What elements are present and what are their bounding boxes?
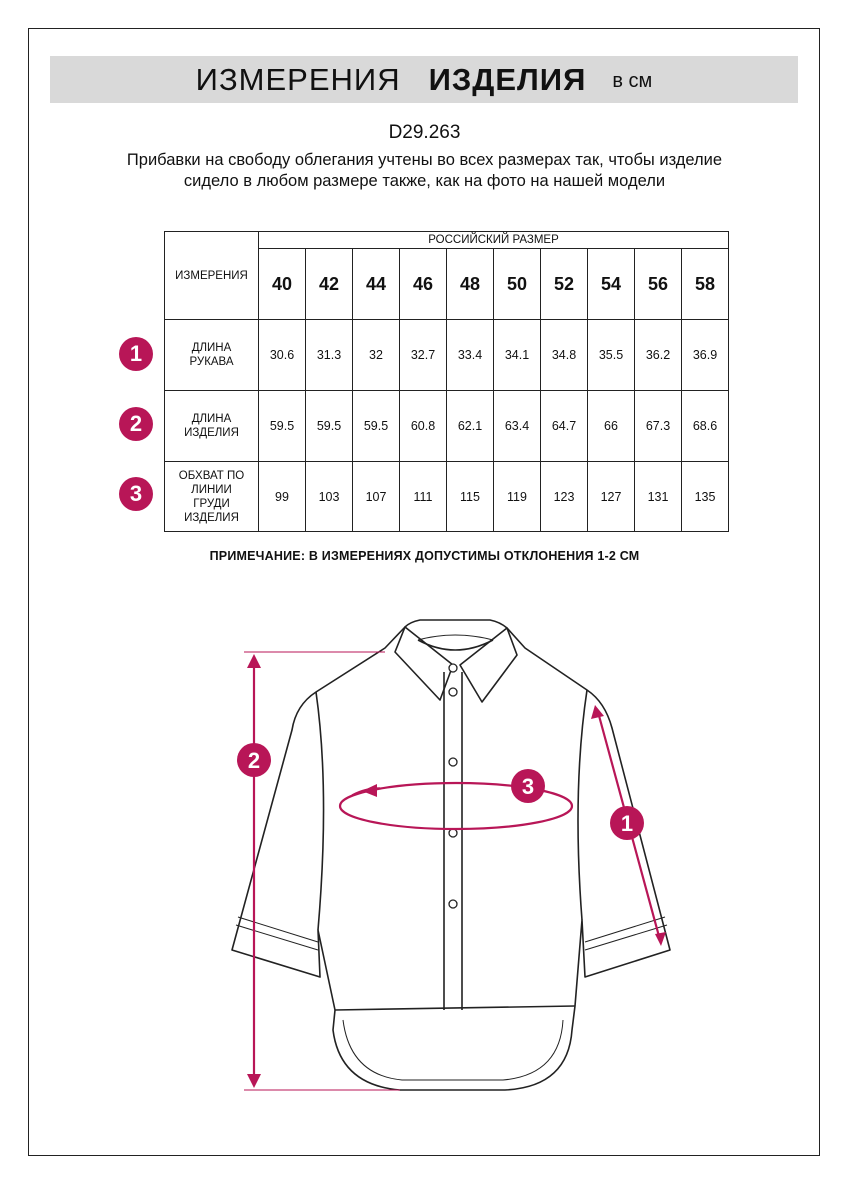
button-icon — [449, 829, 457, 837]
table-cell: 111 — [400, 462, 447, 532]
size-group-header: РОССИЙСКИЙ РАЗМЕР — [259, 232, 729, 249]
size-header: 42 — [306, 249, 353, 320]
row-label-line: ГРУДИ — [193, 497, 230, 510]
measurement-lines — [244, 652, 666, 1090]
diagram-marker-2: 2 — [247, 748, 261, 773]
table-cell: 63.4 — [494, 391, 541, 462]
table-cell: 31.3 — [306, 320, 353, 391]
row-label-line: ДЛИНА — [191, 342, 232, 354]
table-cell: 34.8 — [541, 320, 588, 391]
table-cell: 119 — [494, 462, 541, 532]
table-cell: 103 — [306, 462, 353, 532]
row-badge-2: 2 — [119, 407, 153, 441]
title-part1: ИЗМЕРЕНИЯ — [195, 61, 401, 97]
row-label-line: ИЗДЕЛИЯ — [184, 511, 239, 524]
table-cell: 60.8 — [400, 391, 447, 462]
table-cell: 107 — [353, 462, 400, 532]
button-icon — [449, 758, 457, 766]
row-label-line: ДЛИНА — [191, 413, 232, 425]
table-cell: 99 — [259, 462, 306, 532]
size-header: 40 — [259, 249, 306, 320]
size-header: 54 — [588, 249, 635, 320]
table-cell: 62.1 — [447, 391, 494, 462]
table-cell: 59.5 — [353, 391, 400, 462]
measurement-note: ПРИМЕЧАНИЕ: В ИЗМЕРЕНИЯХ ДОПУСТИМЫ ОТКЛОНЕНИЯ 1-2 СМ — [209, 549, 640, 563]
size-header: 58 — [682, 249, 729, 320]
title-part2: ИЗДЕЛИЯ — [428, 61, 587, 97]
table-cell: 64.7 — [541, 391, 588, 462]
table-cell: 34.1 — [494, 320, 541, 391]
row-label-line: ОБХВАТ ПО — [178, 469, 245, 482]
article-code: D29.263 — [388, 122, 461, 143]
row-label-line: ИЗДЕЛИЯ — [184, 427, 239, 439]
measurements-header: ИЗМЕРЕНИЯ — [165, 232, 259, 320]
size-header: 44 — [353, 249, 400, 320]
row-badge-1: 1 — [119, 337, 153, 371]
table-cell: 68.6 — [682, 391, 729, 462]
table-cell: 35.5 — [588, 320, 635, 391]
table-cell: 36.9 — [682, 320, 729, 391]
table-cell: 115 — [447, 462, 494, 532]
table-cell: 59.5 — [259, 391, 306, 462]
diagram-marker-3: 3 — [521, 774, 535, 799]
diagram-marker-1: 1 — [620, 811, 634, 836]
button-icon — [449, 664, 457, 672]
size-header: 48 — [447, 249, 494, 320]
table-cell: 66 — [588, 391, 635, 462]
title-unit: в см — [612, 70, 653, 92]
row-label-line: РУКАВА — [189, 356, 234, 368]
size-header: 52 — [541, 249, 588, 320]
table-cell: 123 — [541, 462, 588, 532]
button-icon — [449, 900, 457, 908]
table-cell: 135 — [682, 462, 729, 532]
table-cell: 30.6 — [259, 320, 306, 391]
table-cell: 131 — [635, 462, 682, 532]
row-badge-3: 3 — [119, 477, 153, 511]
table-cell: 32.7 — [400, 320, 447, 391]
table-cell: 33.4 — [447, 320, 494, 391]
table-cell: 36.2 — [635, 320, 682, 391]
size-header: 46 — [400, 249, 447, 320]
button-icon — [449, 688, 457, 696]
table-cell: 32 — [353, 320, 400, 391]
table-cell: 59.5 — [306, 391, 353, 462]
table-cell: 67.3 — [635, 391, 682, 462]
table-cell: 127 — [588, 462, 635, 532]
row-label-line: ЛИНИИ — [191, 483, 232, 496]
size-header: 56 — [635, 249, 682, 320]
description: Прибавки на свободу облегания учтены во всех размерах так, чтобы изделие сидело в любом размере также, как на фото на нашей модели — [126, 151, 723, 190]
size-header: 50 — [494, 249, 541, 320]
